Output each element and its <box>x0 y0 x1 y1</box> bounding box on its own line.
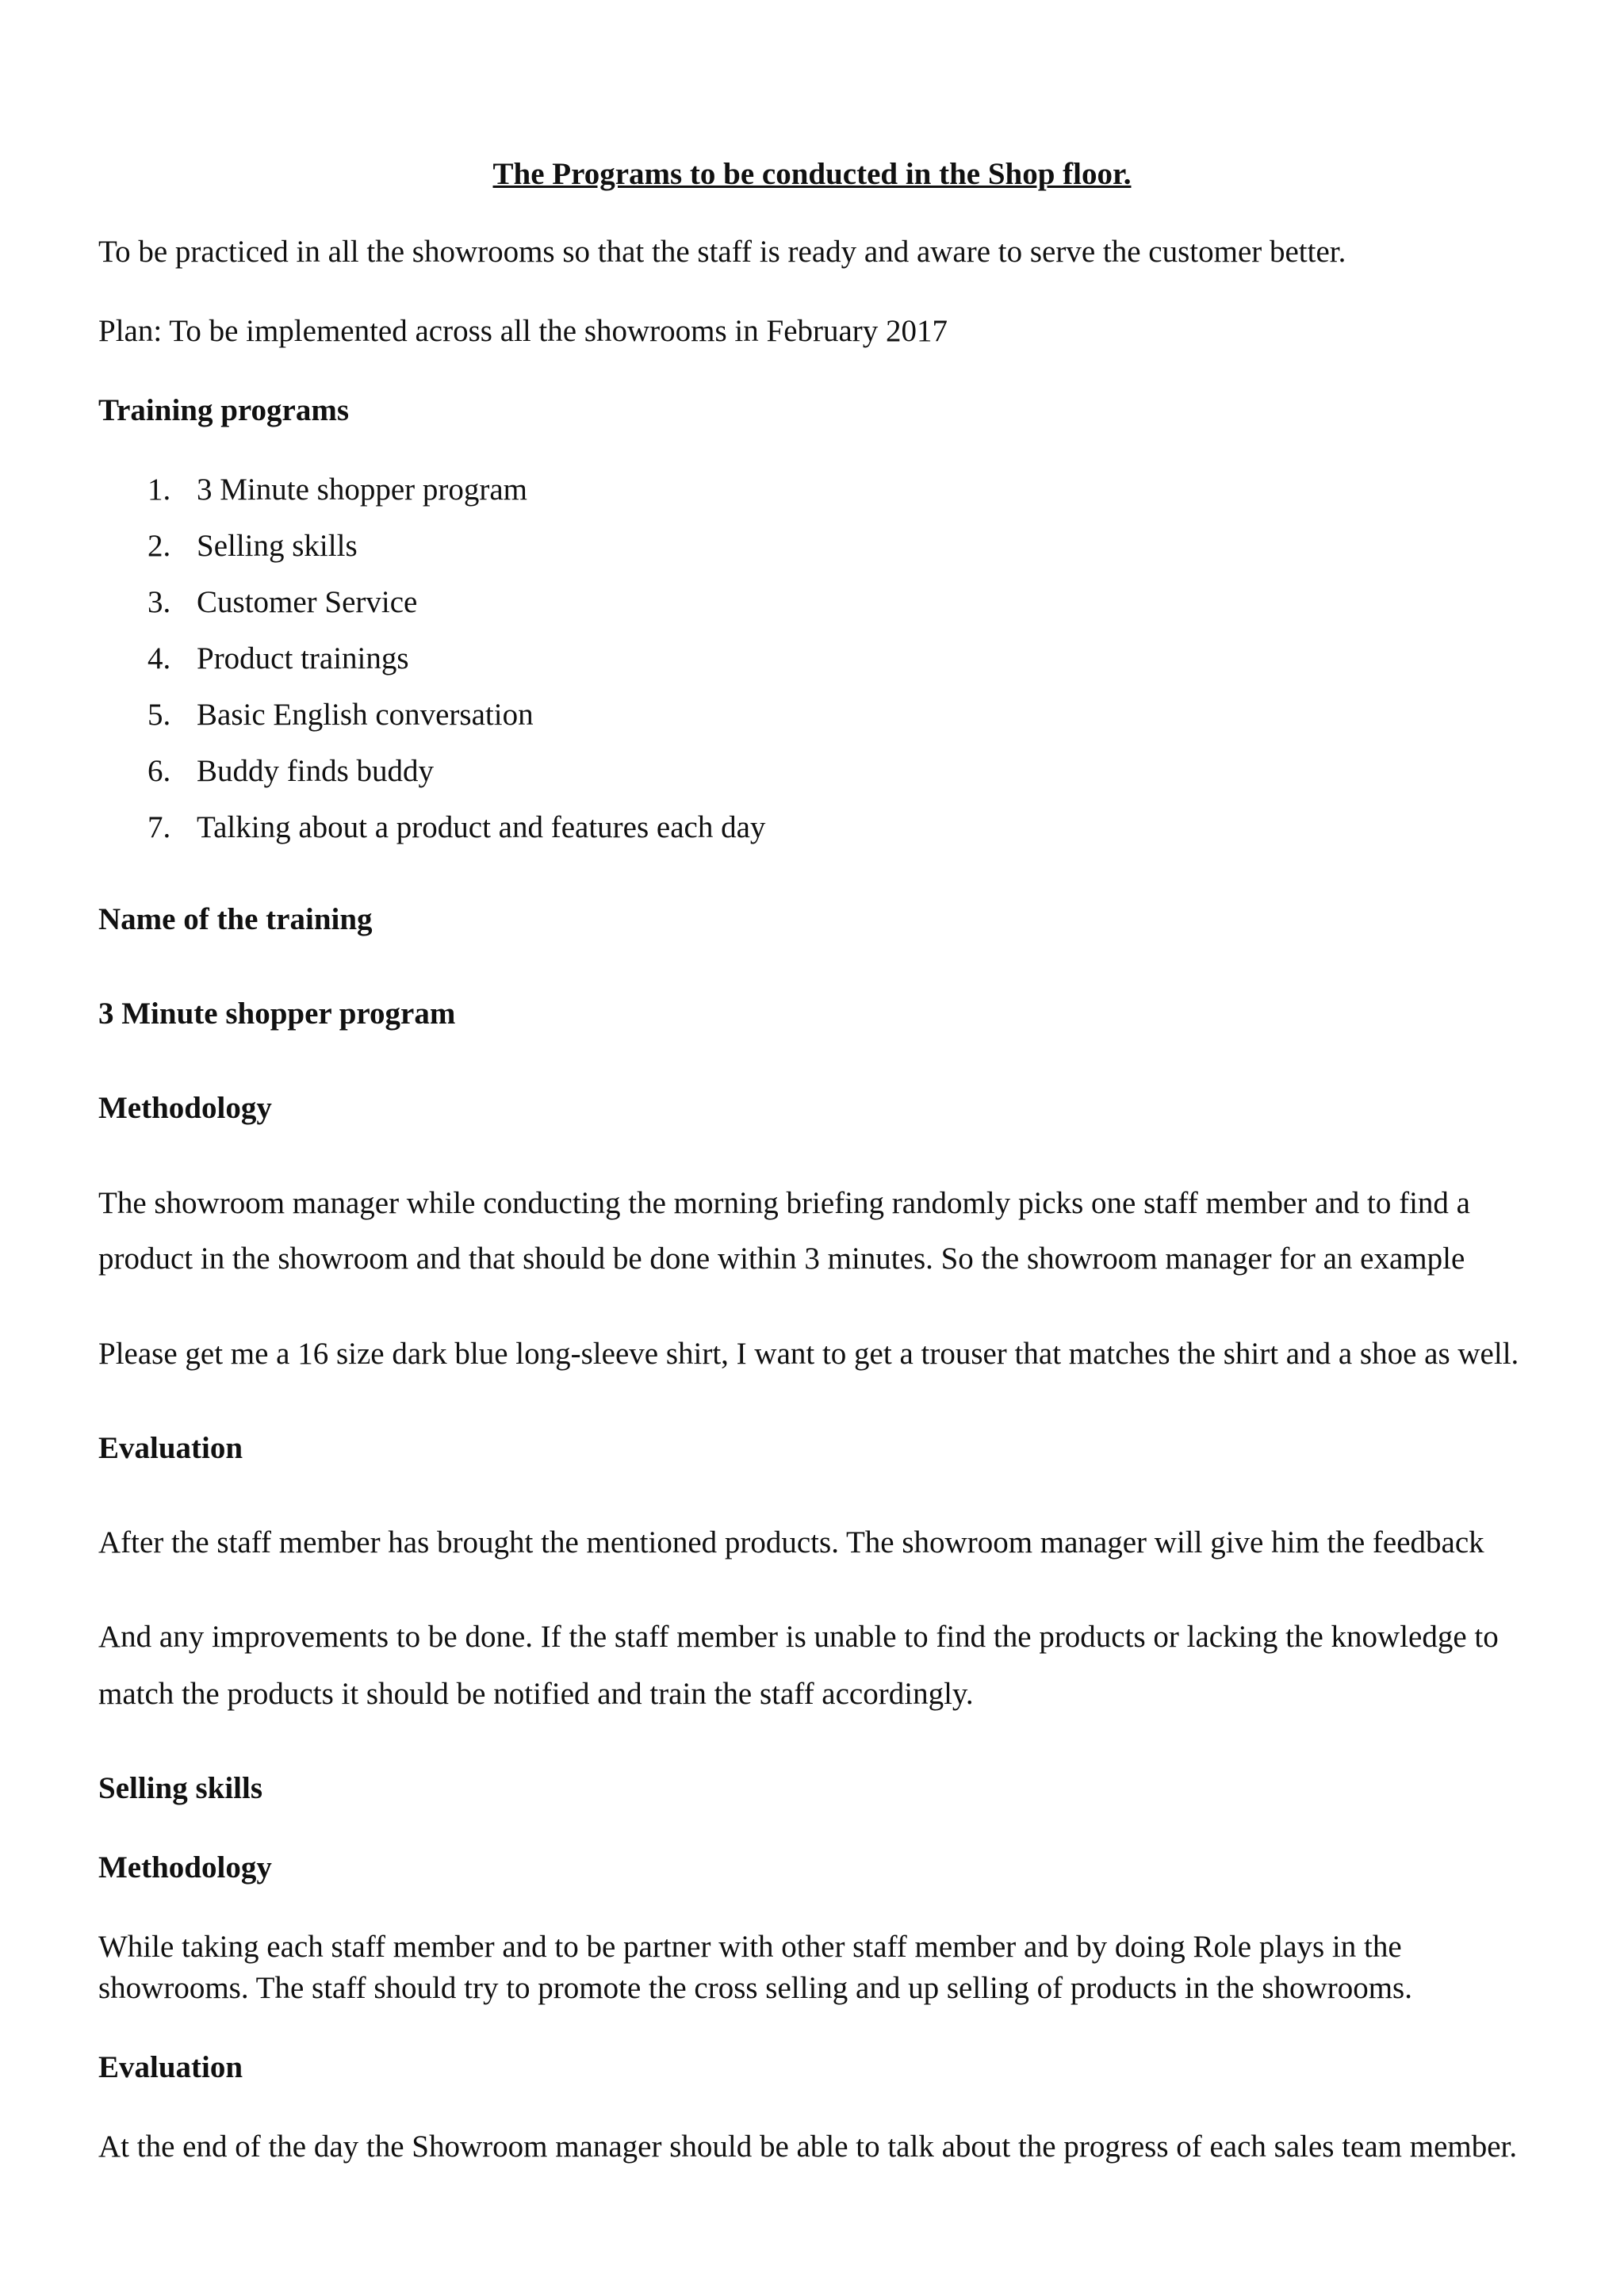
methodology-paragraph-line: While taking each staff member and to be partner with other staff member and by doing Role plays in the <box>98 1930 1402 1964</box>
program-name-heading: 3 Minute shopper program <box>98 997 456 1031</box>
list-item-text: Product trainings <box>197 641 409 675</box>
list-item-text: Customer Service <box>197 585 418 619</box>
list-item-text: Buddy finds buddy <box>197 754 435 788</box>
name-of-training-heading: Name of the training <box>98 902 373 936</box>
methodology-paragraph-line: The showroom manager while conducting the morning briefing randomly picks one staff member and to find a <box>98 1186 1470 1220</box>
list-item-number: 2. <box>147 529 171 563</box>
methodology-paragraph-line: product in the showroom and that should be done within 3 minutes. So the showroom manager for an example <box>98 1242 1465 1276</box>
example-paragraph: Please get me a 16 size dark blue long-sleeve shirt, I want to get a trouser that matches the shirt and a shoe as well. <box>98 1337 1519 1371</box>
list-item-text: Talking about a product and features each day <box>197 810 766 844</box>
evaluation-paragraph-line: And any improvements to be done. If the staff member is unable to find the products or lacking the knowledge to <box>98 1620 1499 1654</box>
selling-skills-heading: Selling skills <box>98 1771 262 1805</box>
list-item-text: Basic English conversation <box>197 698 534 732</box>
list-item-number: 3. <box>147 585 171 619</box>
list-item-number: 4. <box>147 641 171 675</box>
list-item-number: 5. <box>147 698 171 732</box>
evaluation-paragraph: At the end of the day the Showroom manager should be able to talk about the progress of each sales team member. <box>98 2130 1518 2164</box>
evaluation-paragraph: After the staff member has brought the mentioned products. The showroom manager will give him the feedback <box>98 1525 1484 1559</box>
methodology-heading: Methodology <box>98 1850 272 1885</box>
list-item-number: 7. <box>147 810 171 844</box>
list-item <box>147 471 527 509</box>
list-item <box>147 640 409 678</box>
methodology-paragraph-line: showrooms. The staff should try to promote the cross selling and up selling of products in the showrooms. <box>98 1971 1412 2005</box>
list-item <box>147 584 417 622</box>
methodology-heading: Methodology <box>98 1091 272 1125</box>
document-title: The Programs to be conducted in the Shop floor. <box>492 157 1132 191</box>
evaluation-heading: Evaluation <box>98 2050 243 2084</box>
list-item <box>147 696 534 734</box>
evaluation-heading: Evaluation <box>98 1431 243 1465</box>
list-item-text: 3 Minute shopper program <box>197 473 528 507</box>
list-item-number: 1. <box>147 473 171 507</box>
list-item-number: 6. <box>147 754 171 788</box>
training-programs-heading: Training programs <box>98 393 349 427</box>
list-item <box>147 752 434 790</box>
plan-paragraph: Plan: To be implemented across all the showrooms in February 2017 <box>98 314 948 348</box>
list-item <box>147 809 765 847</box>
list-item-text: Selling skills <box>197 529 358 563</box>
evaluation-paragraph-line: match the products it should be notified and train the staff accordingly. <box>98 1677 974 1711</box>
intro-paragraph: To be practiced in all the showrooms so that the staff is ready and aware to serve the customer better. <box>98 235 1346 269</box>
list-item <box>147 527 358 565</box>
